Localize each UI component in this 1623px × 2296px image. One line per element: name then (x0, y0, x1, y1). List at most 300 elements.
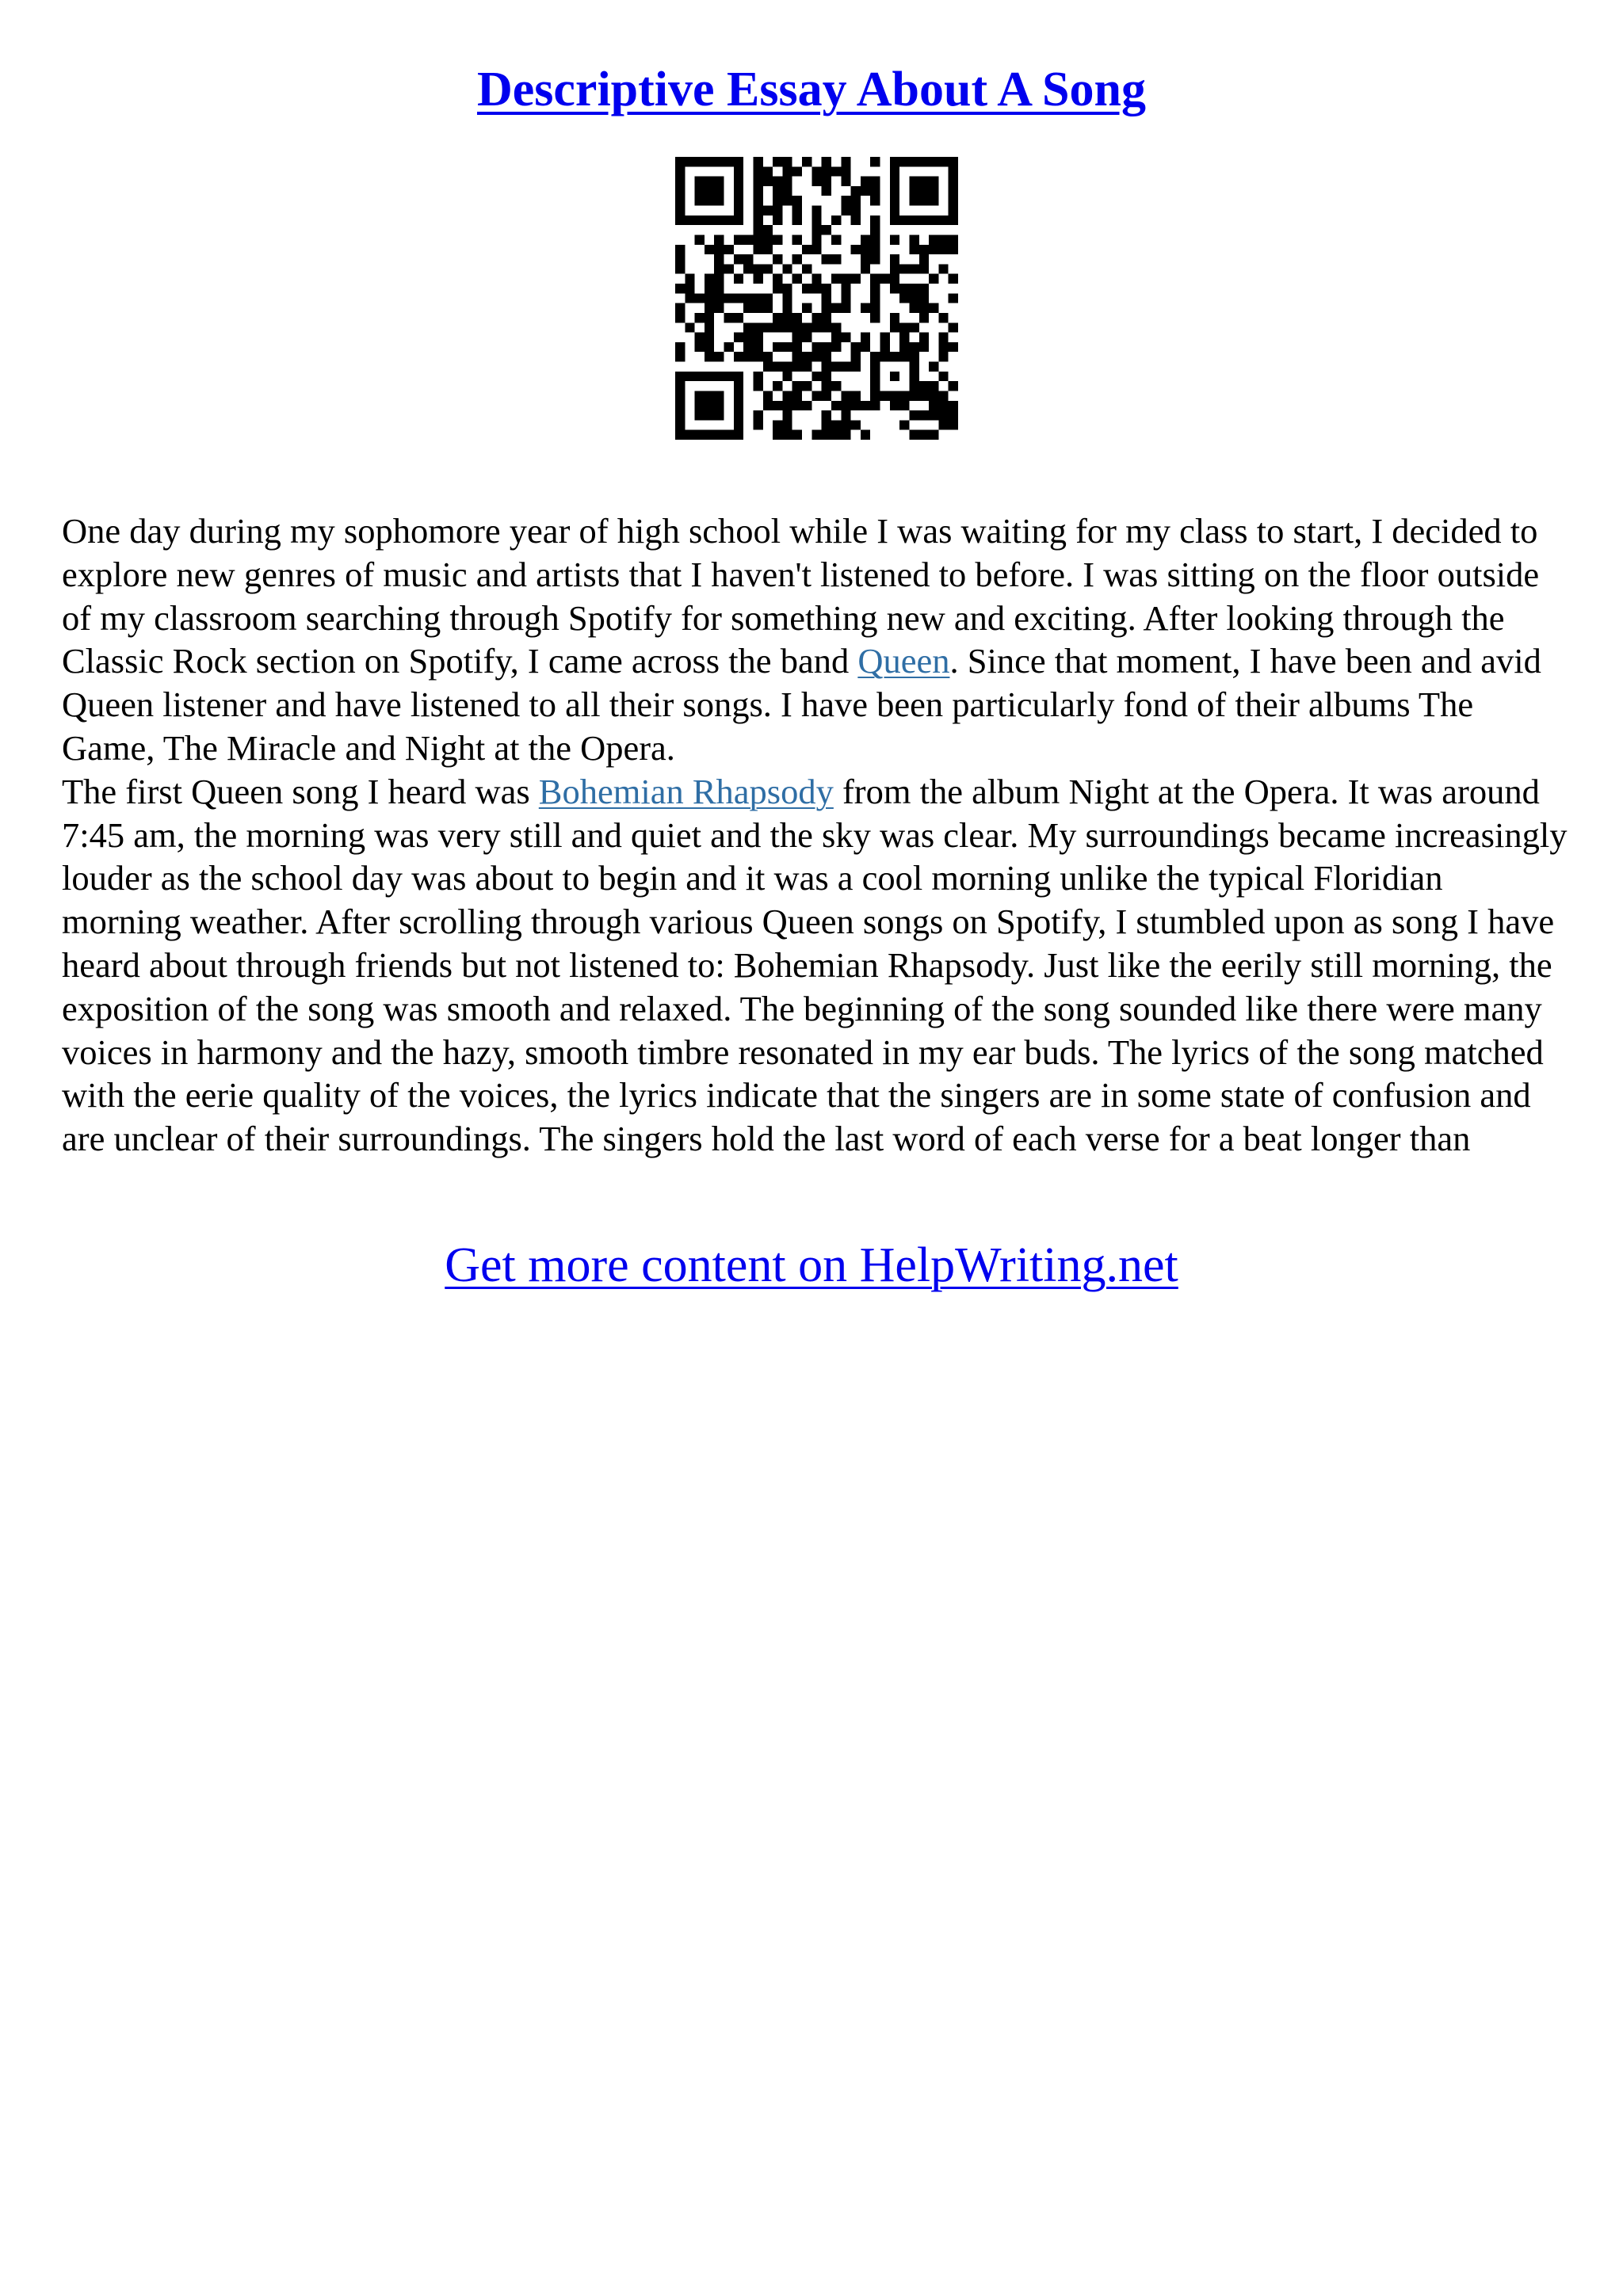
qr-module (714, 157, 724, 166)
qr-module (695, 293, 705, 303)
qr-module (890, 177, 899, 186)
qr-module (705, 333, 714, 342)
qr-module (851, 206, 861, 215)
qr-module (753, 206, 762, 215)
qr-module (949, 196, 958, 205)
qr-module (929, 186, 938, 196)
qr-module (734, 381, 743, 391)
qr-module (705, 372, 714, 381)
qr-module (773, 362, 782, 372)
qr-module (822, 186, 831, 196)
qr-module (675, 430, 685, 440)
qr-module (782, 391, 792, 400)
qr-module (802, 352, 812, 361)
qr-module (822, 293, 831, 303)
qr-module (929, 177, 938, 186)
qr-module (890, 264, 899, 273)
qr-module (919, 284, 929, 293)
qr-module (714, 372, 724, 381)
qr-module (743, 293, 753, 303)
qr-module (763, 235, 773, 244)
qr-module (695, 342, 705, 352)
qr-module (792, 342, 802, 352)
qr-module (792, 352, 802, 361)
qr-module (949, 342, 958, 352)
qr-module (763, 391, 773, 400)
qr-module (685, 293, 694, 303)
qr-module (695, 177, 705, 186)
qr-module (919, 254, 929, 264)
queen-link[interactable]: Queen (857, 641, 950, 681)
qr-module (734, 235, 743, 244)
qr-module (812, 177, 821, 186)
qr-module (695, 391, 705, 400)
paragraph-1-text: One day during my sophomore year of high school while I was waiting for my class to start, I decided to explore new genres of music and artists that I haven't listened to before. I was sitting on the floor outside of my classroom searching through Spotify for something new and exciting. After looking through the Classic Rock section on Spotify, I came across the band (62, 511, 1540, 681)
qr-module (909, 430, 918, 440)
qr-module (705, 410, 714, 420)
qr-module (861, 186, 870, 196)
qr-module (909, 284, 918, 293)
qr-module (743, 352, 753, 361)
qr-module (695, 235, 705, 244)
qr-module (822, 381, 831, 391)
qr-module (909, 303, 918, 313)
qr-module (909, 381, 918, 391)
qr-module (949, 381, 958, 391)
qr-module (695, 157, 705, 166)
qr-module (705, 177, 714, 186)
qr-module (705, 157, 714, 166)
qr-module (763, 166, 773, 176)
title-link[interactable]: Descriptive Essay About A Song (476, 63, 1147, 116)
qr-module (909, 177, 918, 186)
qr-module (714, 303, 724, 313)
qr-module (890, 196, 899, 205)
qr-module (909, 352, 918, 361)
qr-module (782, 157, 792, 166)
qr-module (822, 157, 831, 166)
qr-module (705, 322, 714, 332)
qr-module (822, 391, 831, 400)
qr-module (938, 342, 948, 352)
qr-module (861, 245, 870, 254)
qr-module (753, 410, 762, 420)
qr-module (675, 264, 685, 273)
qr-module (870, 372, 880, 381)
qr-module (734, 313, 743, 322)
qr-module (822, 166, 831, 176)
qr-module (949, 186, 958, 196)
qr-module (714, 293, 724, 303)
qr-module (695, 215, 705, 225)
qr-module (949, 245, 958, 254)
qr-module (675, 196, 685, 205)
qr-module (812, 245, 821, 254)
qr-module (841, 177, 850, 186)
qr-module (773, 235, 782, 244)
qr-module (782, 410, 792, 420)
qr-module (870, 303, 880, 313)
qr-module (949, 274, 958, 284)
qr-module (919, 381, 929, 391)
qr-module (773, 381, 782, 391)
qr-module (802, 333, 812, 342)
qr-module (812, 274, 821, 284)
qr-module (949, 235, 958, 244)
qr-module (899, 342, 909, 352)
qr-module (938, 245, 948, 254)
qr-module (831, 401, 841, 410)
qr-module (831, 333, 841, 342)
qr-module (705, 293, 714, 303)
qr-module (919, 245, 929, 254)
qr-module (812, 206, 821, 215)
qr-module (938, 401, 948, 410)
qr-module (743, 303, 753, 313)
qr-module (763, 352, 773, 361)
qr-module (909, 372, 918, 381)
qr-module (753, 186, 762, 196)
qr-module (822, 410, 831, 420)
qr-module (714, 401, 724, 410)
qr-module (822, 177, 831, 186)
qr-module (743, 342, 753, 352)
qr-module (841, 401, 850, 410)
qr-module (675, 391, 685, 400)
qr-module (870, 362, 880, 372)
qr-module (695, 196, 705, 205)
qr-module (899, 157, 909, 166)
qr-module (753, 166, 762, 176)
qr-module (870, 245, 880, 254)
qr-module (899, 322, 909, 332)
qr-module (938, 215, 948, 225)
qr-module (890, 313, 899, 322)
qr-module (949, 166, 958, 176)
qr-module (919, 430, 929, 440)
qr-module (919, 157, 929, 166)
qr-module (938, 157, 948, 166)
qr-module (714, 284, 724, 293)
qr-module (695, 333, 705, 342)
qr-module (743, 333, 753, 342)
qr-module (675, 245, 685, 254)
qr-module (734, 254, 743, 264)
qr-module (792, 274, 802, 284)
qr-module (812, 313, 821, 322)
qr-module (890, 274, 899, 284)
qr-module (724, 372, 734, 381)
qr-module (831, 342, 841, 352)
qr-module (949, 322, 958, 332)
qr-module (851, 342, 861, 352)
qr-module (792, 196, 802, 205)
qr-module (714, 352, 724, 361)
qr-module (861, 177, 870, 186)
qr-module (851, 362, 861, 372)
qr-module (880, 342, 890, 352)
paragraph-2 (62, 770, 1568, 1161)
qr-module (792, 362, 802, 372)
qr-module (851, 186, 861, 196)
qr-module (880, 333, 890, 342)
qr-module (938, 264, 948, 273)
qr-module (705, 284, 714, 293)
qr-module (782, 284, 792, 293)
qr-module (705, 352, 714, 361)
qr-module (782, 342, 792, 352)
qr-module (714, 177, 724, 186)
qr-module (841, 430, 850, 440)
qr-module (929, 274, 938, 284)
qr-module (870, 284, 880, 293)
qr-module (782, 196, 792, 205)
qr-module (949, 410, 958, 420)
qr-module (734, 177, 743, 186)
qr-module (753, 352, 762, 361)
qr-module (822, 362, 831, 372)
qr-module (949, 293, 958, 303)
qr-module (812, 372, 821, 381)
qr-module (919, 342, 929, 352)
qr-module (792, 254, 802, 264)
qr-module (675, 157, 685, 166)
qr-module (802, 381, 812, 391)
paragraph-2-text-continued: from the album Night at the Opera. It was around 7:45 am, the morning was very still and quiet and the sky was clear. My surroundings became increasingly louder as the school day was about to begin and it was a cool morning unlike the typical Floridian morning weather. After scrolling through various Queen songs on Spotify, I stumbled upon as song I have heard about through friends but not listened to: Bohemian Rhapsody. Just like the eerily still morning, the exposition of the song was smooth and relaxed. The beginning of the song sounded like there were many voices in harmony and the hazy, smooth timbre resonated in my ear buds. The lyrics of the song matched with the eerie quality of the voices, the lyrics indicate that the singers are in some state of confusion and are unclear of their surroundings. The singers hold the last word of each verse for a beat longer than (62, 771, 1568, 1159)
qr-module (705, 430, 714, 440)
qr-module (851, 245, 861, 254)
qr-module (675, 342, 685, 352)
qr-module (861, 401, 870, 410)
qr-module (831, 362, 841, 372)
qr-module (822, 313, 831, 322)
helpwriting-link[interactable]: Get more content on HelpWriting.net (445, 1238, 1178, 1292)
qr-module (734, 372, 743, 381)
qr-module (861, 254, 870, 264)
qr-module (870, 235, 880, 244)
qr-module (705, 313, 714, 322)
qr-module (870, 381, 880, 391)
qr-module (861, 333, 870, 342)
qr-module (851, 196, 861, 205)
qr-module (870, 254, 880, 264)
qr-module (724, 293, 734, 303)
qr-module (685, 274, 694, 284)
qr-module (909, 293, 918, 303)
qr-module (753, 342, 762, 352)
bohemian-rhapsody-link[interactable]: Bohemian Rhapsody (538, 771, 834, 811)
qr-module (734, 352, 743, 361)
qr-module (675, 381, 685, 391)
qr-module (734, 157, 743, 166)
qr-module (734, 196, 743, 205)
qr-module (841, 166, 850, 176)
qr-module (929, 303, 938, 313)
qr-module (929, 401, 938, 410)
qr-module (782, 362, 792, 372)
qr-module (938, 372, 948, 381)
qr-module (812, 166, 821, 176)
qr-module (792, 430, 802, 440)
qr-module (675, 166, 685, 176)
qr-module (753, 372, 762, 381)
qr-module (822, 430, 831, 440)
qr-module (812, 352, 821, 361)
qr-module (822, 225, 831, 235)
qr-module (831, 215, 841, 225)
qr-module (812, 391, 821, 400)
paragraph-1-text-continued: . Since that moment, I have been and avid Queen listener and have listened to all their songs. I have been particularly fond of their albums The Game, The Miracle and Night at the Opera. (62, 641, 1541, 768)
qr-module (782, 313, 792, 322)
qr-module (802, 303, 812, 313)
qr-module (782, 186, 792, 196)
qr-module (724, 313, 734, 322)
qr-module (919, 391, 929, 400)
qr-module (773, 420, 782, 429)
qr-module (929, 157, 938, 166)
qr-module (705, 342, 714, 352)
qr-module (685, 284, 694, 293)
qr-module (870, 225, 880, 235)
qr-module (919, 186, 929, 196)
qr-module (763, 225, 773, 235)
qr-module (675, 372, 685, 381)
qr-module (695, 372, 705, 381)
qr-module (753, 333, 762, 342)
qr-module (938, 235, 948, 244)
qr-module (753, 274, 762, 284)
qr-module (870, 352, 880, 361)
qr-module (861, 235, 870, 244)
qr-module (802, 245, 812, 254)
qr-module (909, 410, 918, 420)
qr-module (822, 322, 831, 332)
qr-module (812, 342, 821, 352)
qr-module (714, 235, 724, 244)
qr-module (890, 352, 899, 361)
qr-module (802, 157, 812, 166)
qr-module (763, 322, 773, 332)
qr-module (705, 186, 714, 196)
qr-module (714, 264, 724, 273)
qr-module (919, 313, 929, 322)
qr-module (949, 206, 958, 215)
qr-module (734, 420, 743, 429)
qr-module (841, 333, 850, 342)
qr-module (773, 313, 782, 322)
qr-module (831, 303, 841, 313)
qr-module (675, 313, 685, 322)
qr-module (734, 391, 743, 400)
qr-module (734, 166, 743, 176)
qr-module (753, 293, 762, 303)
qr-module (743, 235, 753, 244)
qr-module (938, 352, 948, 361)
qr-module (714, 410, 724, 420)
qr-module (899, 284, 909, 293)
qr-module (675, 215, 685, 225)
qr-module (792, 235, 802, 244)
qr-module (870, 177, 880, 186)
qr-module (773, 342, 782, 352)
qr-module (899, 293, 909, 303)
qr-module (822, 284, 831, 293)
qr-module (753, 303, 762, 313)
qr-module (909, 157, 918, 166)
qr-module (812, 284, 821, 293)
qr-module (773, 177, 782, 186)
qr-module (705, 274, 714, 284)
qr-module (831, 274, 841, 284)
qr-module (685, 322, 694, 332)
qr-module (773, 215, 782, 225)
qr-module (909, 235, 918, 244)
qr-module (861, 303, 870, 313)
qr-module (792, 166, 802, 176)
qr-module (792, 215, 802, 225)
qr-module (802, 362, 812, 372)
qr-module (890, 254, 899, 264)
qr-module (802, 264, 812, 273)
qr-module (861, 264, 870, 273)
qr-module (724, 245, 734, 254)
qr-module (782, 420, 792, 429)
qr-module (773, 401, 782, 410)
qr-module (773, 196, 782, 205)
qr-module (792, 401, 802, 410)
qr-module (773, 186, 782, 196)
qr-module (734, 186, 743, 196)
qr-module (831, 235, 841, 244)
qr-module (724, 430, 734, 440)
qr-module (949, 215, 958, 225)
qr-module (753, 196, 762, 205)
qr-module (714, 245, 724, 254)
qr-module (792, 391, 802, 400)
qr-module (763, 401, 773, 410)
qr-module (890, 235, 899, 244)
qr-module (753, 225, 762, 235)
qr-module (773, 157, 782, 166)
qr-module (851, 215, 861, 225)
qr-module (870, 391, 880, 400)
qr-module (734, 410, 743, 420)
qr-module (890, 206, 899, 215)
qr-module (929, 196, 938, 205)
qr-module (919, 177, 929, 186)
qr-module (695, 410, 705, 420)
qr-module (763, 177, 773, 186)
qr-module (782, 401, 792, 410)
qr-module (929, 381, 938, 391)
qr-module (675, 352, 685, 361)
page-title (0, 54, 1623, 125)
qr-module (938, 313, 948, 322)
qr-module (919, 264, 929, 273)
qr-module (851, 274, 861, 284)
qr-module (714, 215, 724, 225)
qr-module (753, 177, 762, 186)
qr-module (675, 303, 685, 313)
qr-module (870, 157, 880, 166)
qr-module (753, 420, 762, 429)
qr-module (822, 254, 831, 264)
qr-module (831, 430, 841, 440)
qr-module (909, 245, 918, 254)
qr-module (899, 264, 909, 273)
qr-module (949, 401, 958, 410)
qr-code-icon (675, 157, 958, 440)
